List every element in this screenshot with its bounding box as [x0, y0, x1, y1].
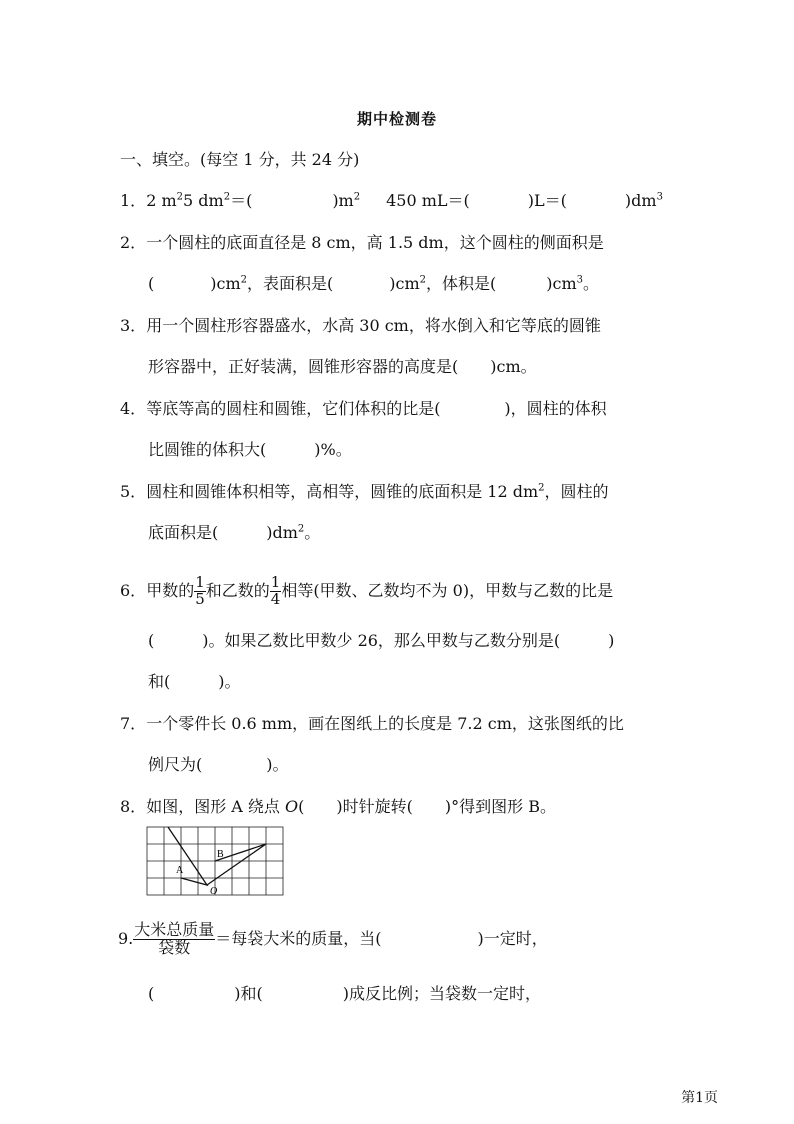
question-number: 2． — [120, 233, 147, 252]
question-5-line-2: 底面积是( )$dm^2$。 — [148, 523, 321, 542]
question-8: 8．如图，图形 A 绕点 O( )时针旋转( )°得到图形 B。 — [120, 797, 556, 816]
question-7-line-1: 7．一个零件长 0.6 mm，画在图纸上的长度是 7.2 cm，这张图纸的比 — [120, 714, 624, 733]
question-2-line-2: ( )$cm^2$，表面积是( )$cm^2$，体积是( )$cm^3$。 — [148, 274, 600, 293]
question-number: 9. — [118, 929, 134, 948]
question-2-line-1: 2．一个圆柱的底面直径是 8 cm，高 1.5 dm，这个圆柱的侧面积是 — [120, 233, 604, 252]
label-a: A — [176, 865, 184, 876]
question-4-line-1: 4．等底等高的圆柱和圆锥，它们体积的比是( )，圆柱的体积 — [120, 399, 607, 418]
question-number: 3． — [120, 316, 147, 335]
fraction-rice-mass-over-bags: $\frac{\text{大米总质量}}{\text{袋数}}$ — [134, 920, 215, 957]
question-number: 7． — [120, 714, 147, 733]
label-o: O — [210, 886, 218, 897]
page-number: 第1页 — [681, 1090, 718, 1106]
question-3-line-1: 3．用一个圆柱形容器盛水，水高 30 cm，将水倒入和它等底的圆锥 — [120, 316, 601, 335]
question-number: 1． — [120, 191, 147, 210]
question-9-line-1: 9. $\frac{\text{大米总质量}}{\text{袋数}}$ ＝每袋大米的质量，当( )一定时， — [118, 920, 548, 957]
question-1: 1．2 $m^25$ $dm^2=$( )$m^2$ 450 mL＝( )L＝( )$dm^3$ — [120, 191, 663, 210]
question-number: 5． — [120, 482, 147, 501]
question-9-line-2: ( )和( )成反比例；当袋数一定时， — [148, 984, 541, 1003]
fraction-one-fifth: $\frac{1}{5}$ — [195, 573, 205, 608]
question-6-line-1: 6．甲数的 $\frac{1}{5}$ 和乙数的 $\frac{1}{4}$ 相等(甲数、乙数均不为 0)，甲数与乙数的比是 — [120, 573, 614, 608]
rotation-grid-figure — [146, 826, 286, 904]
question-number: 6． — [120, 581, 147, 600]
question-6-line-2: ( )。如果乙数比甲数少 26，那么甲数与乙数分别是( ) — [148, 631, 615, 650]
fraction-one-fourth: $\frac{1}{4}$ — [270, 573, 281, 608]
question-5-line-1: 5．圆柱和圆锥体积相等，高相等，圆锥的底面积是 12 $dm^2$，圆柱的 — [120, 482, 609, 501]
question-number: 4． — [120, 399, 147, 418]
page-title: 期中检测卷 — [356, 110, 437, 128]
section-heading: 一、填空。(每空 1 分，共 24 分) — [120, 150, 360, 169]
question-6-line-3: 和( )。 — [148, 672, 241, 691]
question-7-line-2: 例尺为( )。 — [148, 755, 289, 774]
question-number: 8． — [120, 797, 147, 816]
label-b: B — [217, 849, 224, 860]
grid-svg — [146, 826, 286, 900]
question-3-line-2: 形容器中，正好装满，圆锥形容器的高度是( )cm。 — [148, 357, 537, 376]
question-4-line-2: 比圆锥的体积大( )%。 — [148, 440, 352, 459]
